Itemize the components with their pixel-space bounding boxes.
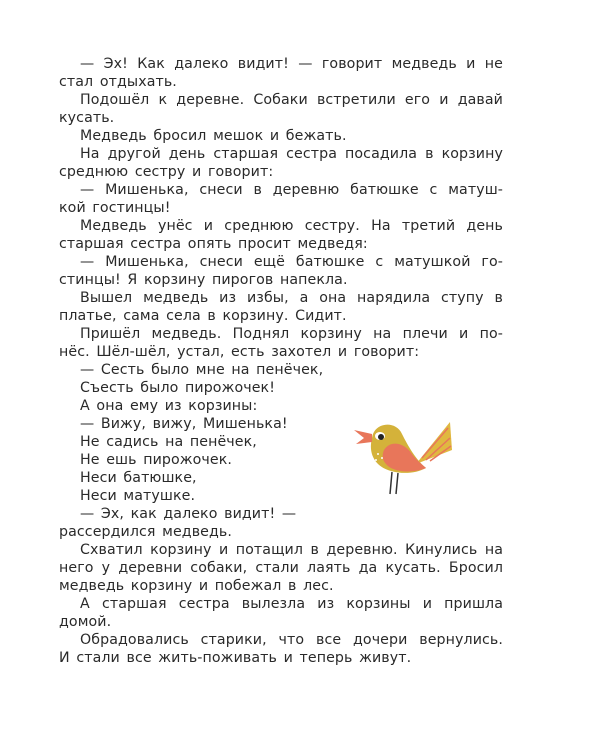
text-line: И стали все жить-поживать и теперь живут. xyxy=(59,650,412,666)
text-line: Медведь бросил мешок и бежать. xyxy=(80,128,347,144)
bird-eye xyxy=(378,434,384,440)
text-line: А старшая сестра вылезла из корзины и пришла xyxy=(80,596,503,612)
text-line: старшая сестра опять просит медведя: xyxy=(59,236,368,252)
text-line: медведь корзину и побежал в лес. xyxy=(59,578,334,594)
text-line: среднюю сестру и говорит: xyxy=(59,164,274,180)
text-line: кой гостинцы! xyxy=(59,200,171,216)
verse-line: Съесть было пирожочек! xyxy=(80,380,276,396)
text-line: платье, сама села в корзину. Сидит. xyxy=(59,308,347,324)
text-line: — Эх! Как далеко видит! — говорит медведь и не xyxy=(80,56,503,72)
text-line: стинцы! Я корзину пирогов напекла. xyxy=(59,272,348,288)
verse-line: Не садись на пенёчек, xyxy=(80,434,257,450)
text-line: Пришёл медведь. Поднял корзину на плечи и по- xyxy=(80,326,503,342)
text-line: Вышел медведь из избы, а она нарядила ступу в xyxy=(80,290,503,306)
text-line: — Мишенька, снеси ещё батюшке с матушкой го- xyxy=(80,254,503,270)
verse-line: — Вижу, вижу, Мишенька! xyxy=(80,416,288,432)
bird-icon xyxy=(350,420,456,500)
text-line: стал отдыхать. xyxy=(59,74,177,90)
text-line: Подошёл к деревне. Собаки встретили его и давай xyxy=(80,92,503,108)
verse-line: Неси матушке. xyxy=(80,488,196,504)
text-line: кусать. xyxy=(59,110,115,126)
verse-line: Неси батюшке, xyxy=(80,470,197,486)
text-line: домой. xyxy=(59,614,112,630)
text-line: — Эх, как далеко видит! — xyxy=(80,506,297,522)
text-line: Схватил корзину и потащил в деревню. Кинулись на xyxy=(80,542,503,558)
text-line: А она ему из корзины: xyxy=(80,398,258,414)
verse-line: Не ешь пирожочек. xyxy=(80,452,233,468)
verse-line: — Сесть было мне на пенёчек, xyxy=(80,362,324,378)
bird-beak xyxy=(354,430,372,444)
text-line: него у деревни собаки, стали лаять да кусать. Бросил xyxy=(59,560,503,576)
text-line: Медведь унёс и среднюю сестру. На третий день xyxy=(80,218,503,234)
text-line: нёс. Шёл-шёл, устал, есть захотел и говорит: xyxy=(59,344,420,360)
text-line: — Мишенька, снеси в деревню батюшке с матуш- xyxy=(80,182,503,198)
text-line: Обрадовались старики, что все дочери вернулись. xyxy=(80,632,503,648)
text-line: рассердился медведь. xyxy=(59,524,232,540)
text-line: На другой день старшая сестра посадила в корзину xyxy=(80,146,503,162)
